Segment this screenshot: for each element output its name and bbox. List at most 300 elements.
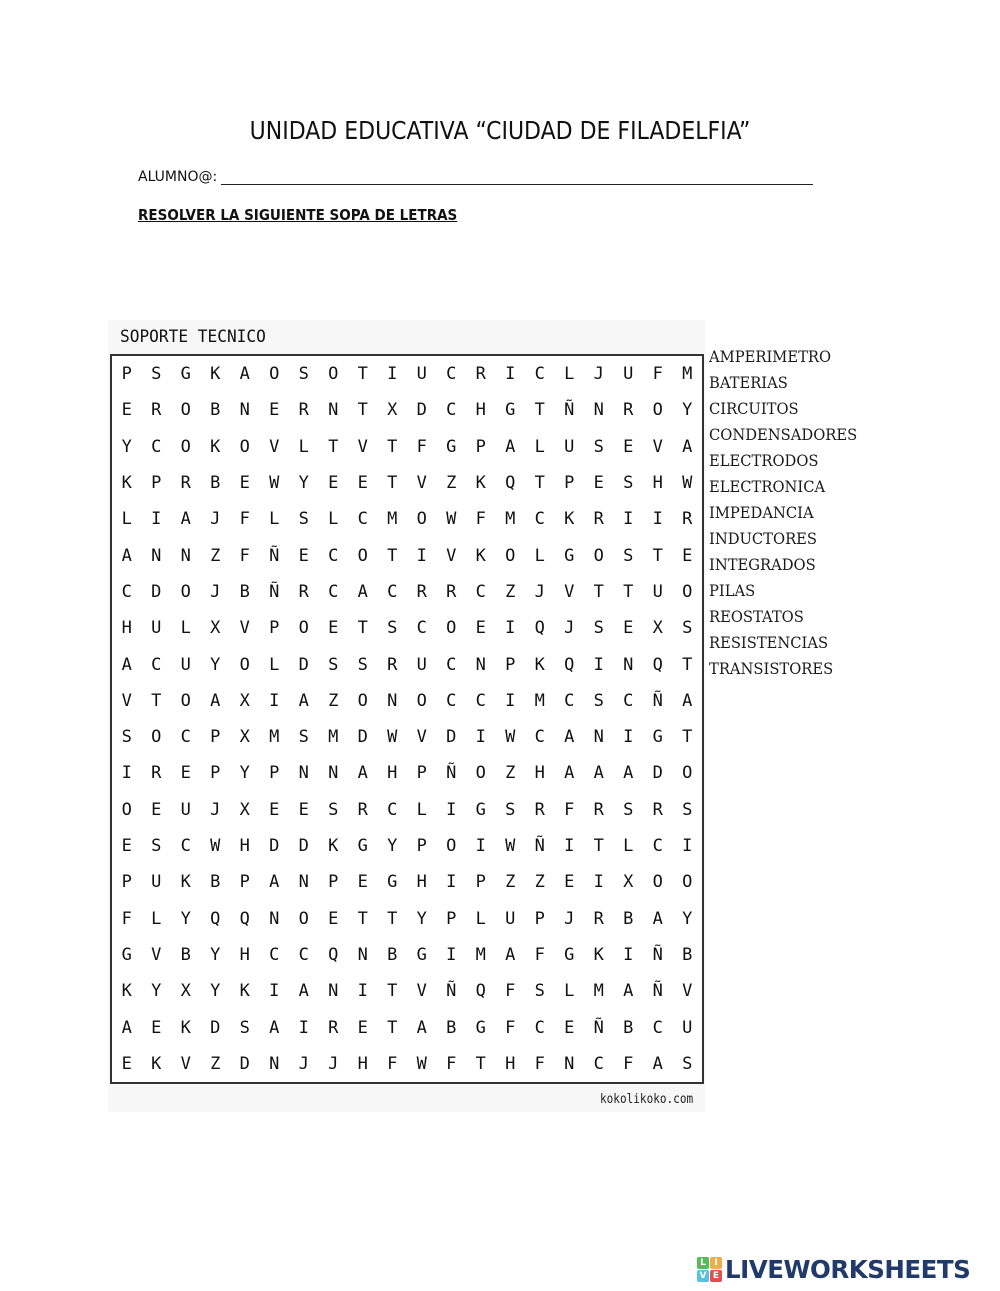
grid-cell[interactable]: K xyxy=(180,872,191,893)
grid-cell[interactable]: U xyxy=(416,654,427,675)
grid-cell[interactable]: S xyxy=(239,1017,250,1038)
grid-cell[interactable]: V xyxy=(121,690,132,711)
grid-cell[interactable]: Ñ xyxy=(446,763,457,784)
grid-cell[interactable]: I xyxy=(446,872,457,893)
grid-cell[interactable]: O xyxy=(239,436,250,457)
grid-cell[interactable]: C xyxy=(623,690,634,711)
grid-cell[interactable]: C xyxy=(151,654,162,675)
grid-cell[interactable]: G xyxy=(564,944,575,965)
grid-cell[interactable]: E xyxy=(328,908,339,929)
grid-cell[interactable]: O xyxy=(180,690,191,711)
grid-cell[interactable]: P xyxy=(151,473,162,494)
grid-cell[interactable]: O xyxy=(121,799,132,820)
grid-cell[interactable]: A xyxy=(357,763,368,784)
grid-cell[interactable]: L xyxy=(416,799,427,820)
grid-cell[interactable]: G xyxy=(564,545,575,566)
grid-cell[interactable]: S xyxy=(298,509,309,530)
grid-cell[interactable]: K xyxy=(151,1053,162,1074)
grid-cell[interactable]: L xyxy=(564,981,575,1002)
grid-cell[interactable]: N xyxy=(328,981,339,1002)
grid-cell[interactable]: L xyxy=(269,509,280,530)
grid-cell[interactable]: G xyxy=(180,364,191,385)
grid-cell[interactable]: A xyxy=(121,545,132,566)
grid-cell[interactable]: V xyxy=(239,618,250,639)
grid-cell[interactable]: L xyxy=(328,509,339,530)
grid-cell[interactable]: Q xyxy=(328,944,339,965)
grid-cell[interactable]: O xyxy=(357,545,368,566)
grid-cell[interactable]: D xyxy=(269,836,280,857)
grid-cell[interactable]: E xyxy=(357,872,368,893)
grid-cell[interactable]: B xyxy=(210,400,221,421)
grid-cell[interactable]: W xyxy=(505,836,516,857)
grid-cell[interactable]: A xyxy=(298,690,309,711)
grid-cell[interactable]: I xyxy=(593,872,604,893)
grid-cell[interactable]: O xyxy=(652,400,663,421)
grid-cell[interactable]: Z xyxy=(505,581,516,602)
grid-cell[interactable]: G xyxy=(416,944,427,965)
grid-cell[interactable]: O xyxy=(269,364,280,385)
grid-cell[interactable]: I xyxy=(446,944,457,965)
grid-cell[interactable]: R xyxy=(298,400,309,421)
grid-cell[interactable]: G xyxy=(446,436,457,457)
grid-cell[interactable]: N xyxy=(269,908,280,929)
grid-cell[interactable]: U xyxy=(151,618,162,639)
grid-cell[interactable]: P xyxy=(269,763,280,784)
grid-cell[interactable]: H xyxy=(387,763,398,784)
grid-cell[interactable]: A xyxy=(623,981,634,1002)
grid-cell[interactable]: K xyxy=(239,981,250,1002)
grid-cell[interactable]: F xyxy=(446,1053,457,1074)
grid-cell[interactable]: A xyxy=(505,436,516,457)
grid-cell[interactable]: T xyxy=(151,690,162,711)
grid-cell[interactable]: T xyxy=(387,981,398,1002)
grid-cell[interactable]: S xyxy=(623,473,634,494)
grid-cell[interactable]: N xyxy=(564,1053,575,1074)
grid-cell[interactable]: O xyxy=(416,509,427,530)
grid-cell[interactable]: L xyxy=(121,509,132,530)
grid-cell[interactable]: R xyxy=(416,581,427,602)
grid-cell[interactable]: A xyxy=(210,690,221,711)
grid-cell[interactable]: A xyxy=(180,509,191,530)
grid-cell[interactable]: Q xyxy=(534,618,545,639)
grid-cell[interactable]: I xyxy=(298,1017,309,1038)
grid-cell[interactable]: U xyxy=(180,799,191,820)
grid-cell[interactable]: E xyxy=(121,400,132,421)
grid-cell[interactable]: C xyxy=(534,509,545,530)
grid-cell[interactable]: X xyxy=(239,690,250,711)
grid-cell[interactable]: X xyxy=(180,981,191,1002)
grid-cell[interactable]: F xyxy=(239,509,250,530)
grid-cell[interactable]: P xyxy=(210,727,221,748)
grid-cell[interactable]: W xyxy=(416,1053,427,1074)
grid-cell[interactable]: T xyxy=(534,400,545,421)
grid-cell[interactable]: B xyxy=(623,908,634,929)
grid-cell[interactable]: A xyxy=(564,763,575,784)
grid-cell[interactable]: W xyxy=(446,509,457,530)
grid-cell[interactable]: J xyxy=(210,509,221,530)
grid-cell[interactable]: Q xyxy=(239,908,250,929)
grid-cell[interactable]: S xyxy=(623,545,634,566)
grid-cell[interactable]: N xyxy=(357,944,368,965)
grid-cell[interactable]: E xyxy=(682,545,693,566)
grid-cell[interactable]: Ñ xyxy=(534,836,545,857)
grid-cell[interactable]: I xyxy=(151,509,162,530)
grid-cell[interactable]: M xyxy=(475,944,486,965)
grid-cell[interactable]: C xyxy=(357,509,368,530)
grid-cell[interactable]: U xyxy=(682,1017,693,1038)
grid-cell[interactable]: X xyxy=(210,618,221,639)
grid-cell[interactable]: C xyxy=(180,836,191,857)
grid-cell[interactable]: X xyxy=(652,618,663,639)
grid-cell[interactable]: Ñ xyxy=(446,981,457,1002)
grid-cell[interactable]: S xyxy=(682,799,693,820)
grid-cell[interactable]: I xyxy=(505,618,516,639)
grid-cell[interactable]: R xyxy=(475,364,486,385)
grid-cell[interactable]: T xyxy=(357,908,368,929)
grid-cell[interactable]: R xyxy=(534,799,545,820)
grid-cell[interactable]: T xyxy=(682,654,693,675)
grid-cell[interactable]: O xyxy=(446,618,457,639)
grid-cell[interactable]: I xyxy=(446,799,457,820)
grid-cell[interactable]: J xyxy=(564,908,575,929)
grid-cell[interactable]: Y xyxy=(298,473,309,494)
grid-cell[interactable]: F xyxy=(239,545,250,566)
student-name-line[interactable] xyxy=(221,170,813,185)
grid-cell[interactable]: Z xyxy=(210,545,221,566)
grid-cell[interactable]: I xyxy=(505,364,516,385)
grid-cell[interactable]: J xyxy=(534,581,545,602)
grid-cell[interactable]: S xyxy=(328,799,339,820)
grid-cell[interactable]: C xyxy=(446,364,457,385)
grid-cell[interactable]: V xyxy=(151,944,162,965)
grid-cell[interactable]: B xyxy=(682,944,693,965)
grid-cell[interactable]: A xyxy=(652,1053,663,1074)
grid-cell[interactable]: E xyxy=(623,436,634,457)
grid-cell[interactable]: O xyxy=(357,690,368,711)
grid-cell[interactable]: I xyxy=(564,836,575,857)
grid-cell[interactable]: I xyxy=(623,727,634,748)
grid-cell[interactable]: E xyxy=(328,618,339,639)
grid-cell[interactable]: F xyxy=(534,944,545,965)
grid-cell[interactable]: Z xyxy=(210,1053,221,1074)
grid-cell[interactable]: T xyxy=(534,473,545,494)
grid-cell[interactable]: L xyxy=(298,436,309,457)
grid-cell[interactable]: G xyxy=(505,400,516,421)
grid-cell[interactable]: C xyxy=(328,545,339,566)
grid-cell[interactable]: G xyxy=(387,872,398,893)
grid-cell[interactable]: Z xyxy=(328,690,339,711)
grid-cell[interactable]: P xyxy=(416,836,427,857)
grid-cell[interactable]: E xyxy=(475,618,486,639)
grid-cell[interactable]: P xyxy=(564,473,575,494)
grid-cell[interactable]: Ñ xyxy=(652,690,663,711)
grid-cell[interactable]: E xyxy=(239,473,250,494)
grid-cell[interactable]: K xyxy=(475,473,486,494)
grid-cell[interactable]: T xyxy=(475,1053,486,1074)
grid-cell[interactable]: W xyxy=(210,836,221,857)
grid-cell[interactable]: A xyxy=(593,763,604,784)
grid-cell[interactable]: G xyxy=(121,944,132,965)
grid-cell[interactable]: Y xyxy=(210,654,221,675)
grid-cell[interactable]: A xyxy=(269,872,280,893)
grid-cell[interactable]: F xyxy=(652,364,663,385)
grid-cell[interactable]: K xyxy=(210,436,221,457)
grid-cell[interactable]: K xyxy=(121,981,132,1002)
grid-cell[interactable]: E xyxy=(151,1017,162,1038)
grid-cell[interactable]: V xyxy=(652,436,663,457)
grid-cell[interactable]: O xyxy=(682,872,693,893)
grid-cell[interactable]: V xyxy=(682,981,693,1002)
grid-cell[interactable]: D xyxy=(298,836,309,857)
grid-cell[interactable]: L xyxy=(534,436,545,457)
grid-cell[interactable]: A xyxy=(416,1017,427,1038)
grid-cell[interactable]: P xyxy=(121,364,132,385)
grid-cell[interactable]: O xyxy=(505,545,516,566)
grid-cell[interactable]: Ñ xyxy=(269,581,280,602)
grid-cell[interactable]: Y xyxy=(180,908,191,929)
grid-cell[interactable]: G xyxy=(475,799,486,820)
grid-cell[interactable]: Z xyxy=(534,872,545,893)
grid-cell[interactable]: P xyxy=(534,908,545,929)
grid-cell[interactable]: D xyxy=(151,581,162,602)
grid-cell[interactable]: B xyxy=(239,581,250,602)
grid-cell[interactable]: I xyxy=(475,727,486,748)
grid-cell[interactable]: N xyxy=(269,1053,280,1074)
grid-cell[interactable]: J xyxy=(593,364,604,385)
grid-cell[interactable]: R xyxy=(328,1017,339,1038)
grid-cell[interactable]: C xyxy=(180,727,191,748)
grid-cell[interactable]: I xyxy=(357,981,368,1002)
grid-cell[interactable]: O xyxy=(151,727,162,748)
grid-cell[interactable]: C xyxy=(151,436,162,457)
grid-cell[interactable]: S xyxy=(298,727,309,748)
grid-cell[interactable]: D xyxy=(239,1053,250,1074)
grid-cell[interactable]: O xyxy=(239,654,250,675)
grid-cell[interactable]: H xyxy=(505,1053,516,1074)
grid-cell[interactable]: B xyxy=(210,473,221,494)
grid-cell[interactable]: C xyxy=(534,364,545,385)
grid-cell[interactable]: L xyxy=(151,908,162,929)
grid-cell[interactable]: Q xyxy=(505,473,516,494)
grid-cell[interactable]: W xyxy=(505,727,516,748)
grid-cell[interactable]: H xyxy=(534,763,545,784)
grid-cell[interactable]: N xyxy=(387,690,398,711)
grid-cell[interactable]: O xyxy=(298,908,309,929)
grid-cell[interactable]: P xyxy=(416,763,427,784)
grid-cell[interactable]: I xyxy=(505,690,516,711)
grid-cell[interactable]: T xyxy=(387,545,398,566)
grid-cell[interactable]: Y xyxy=(210,981,221,1002)
grid-cell[interactable]: J xyxy=(210,799,221,820)
grid-cell[interactable]: W xyxy=(682,473,693,494)
grid-cell[interactable]: Ñ xyxy=(652,944,663,965)
grid-cell[interactable]: H xyxy=(475,400,486,421)
grid-cell[interactable]: H xyxy=(239,836,250,857)
grid-cell[interactable]: R xyxy=(593,799,604,820)
grid-cell[interactable]: H xyxy=(357,1053,368,1074)
grid-cell[interactable]: M xyxy=(534,690,545,711)
grid-cell[interactable]: I xyxy=(416,545,427,566)
grid-cell[interactable]: T xyxy=(387,436,398,457)
grid-cell[interactable]: V xyxy=(446,545,457,566)
grid-cell[interactable]: U xyxy=(416,364,427,385)
grid-cell[interactable]: K xyxy=(564,509,575,530)
grid-cell[interactable]: Y xyxy=(416,908,427,929)
grid-cell[interactable]: D xyxy=(416,400,427,421)
grid-cell[interactable]: C xyxy=(534,727,545,748)
grid-cell[interactable]: I xyxy=(682,836,693,857)
grid-cell[interactable]: N xyxy=(475,654,486,675)
grid-cell[interactable]: Z xyxy=(446,473,457,494)
grid-cell[interactable]: D xyxy=(298,654,309,675)
grid-cell[interactable]: V xyxy=(180,1053,191,1074)
grid-cell[interactable]: S xyxy=(328,654,339,675)
grid-cell[interactable]: P xyxy=(328,872,339,893)
grid-cell[interactable]: A xyxy=(239,364,250,385)
grid-cell[interactable]: E xyxy=(121,836,132,857)
grid-cell[interactable]: N xyxy=(180,545,191,566)
grid-cell[interactable]: T xyxy=(387,473,398,494)
grid-cell[interactable]: F xyxy=(534,1053,545,1074)
grid-cell[interactable]: R xyxy=(623,400,634,421)
grid-cell[interactable]: C xyxy=(446,690,457,711)
grid-cell[interactable]: E xyxy=(593,473,604,494)
grid-cell[interactable]: A xyxy=(682,690,693,711)
grid-cell[interactable]: O xyxy=(682,581,693,602)
grid-cell[interactable]: K xyxy=(328,836,339,857)
grid-cell[interactable]: E xyxy=(564,1017,575,1038)
grid-cell[interactable]: P xyxy=(239,872,250,893)
grid-cell[interactable]: U xyxy=(623,364,634,385)
grid-cell[interactable]: T xyxy=(652,545,663,566)
grid-cell[interactable]: P xyxy=(475,872,486,893)
grid-cell[interactable]: D xyxy=(210,1017,221,1038)
grid-cell[interactable]: W xyxy=(269,473,280,494)
grid-cell[interactable]: T xyxy=(623,581,634,602)
grid-cell[interactable]: A xyxy=(269,1017,280,1038)
grid-cell[interactable]: J xyxy=(564,618,575,639)
grid-cell[interactable]: C xyxy=(593,1053,604,1074)
grid-cell[interactable]: Q xyxy=(564,654,575,675)
grid-cell[interactable]: N xyxy=(298,763,309,784)
grid-cell[interactable]: A xyxy=(623,763,634,784)
grid-cell[interactable]: Y xyxy=(682,400,693,421)
grid-cell[interactable]: C xyxy=(121,581,132,602)
grid-cell[interactable]: S xyxy=(151,836,162,857)
grid-cell[interactable]: C xyxy=(652,836,663,857)
grid-cell[interactable]: X xyxy=(623,872,634,893)
grid-cell[interactable]: M xyxy=(505,509,516,530)
grid-cell[interactable]: Ñ xyxy=(593,1017,604,1038)
grid-cell[interactable]: X xyxy=(387,400,398,421)
grid-cell[interactable]: A xyxy=(682,436,693,457)
grid-cell[interactable]: U xyxy=(505,908,516,929)
grid-cell[interactable]: C xyxy=(269,944,280,965)
grid-cell[interactable]: H xyxy=(239,944,250,965)
grid-cell[interactable]: Ñ xyxy=(652,981,663,1002)
grid-cell[interactable]: O xyxy=(652,872,663,893)
grid-cell[interactable]: K xyxy=(180,1017,191,1038)
grid-cell[interactable]: M xyxy=(328,727,339,748)
grid-cell[interactable]: T xyxy=(357,618,368,639)
grid-cell[interactable]: M xyxy=(269,727,280,748)
grid-cell[interactable]: C xyxy=(416,618,427,639)
grid-cell[interactable]: I xyxy=(623,944,634,965)
grid-cell[interactable]: J xyxy=(210,581,221,602)
grid-cell[interactable]: F xyxy=(505,1017,516,1038)
grid-cell[interactable]: L xyxy=(269,654,280,675)
grid-cell[interactable]: C xyxy=(534,1017,545,1038)
grid-cell[interactable]: U xyxy=(564,436,575,457)
grid-cell[interactable]: E xyxy=(121,1053,132,1074)
grid-cell[interactable]: Y xyxy=(151,981,162,1002)
grid-cell[interactable]: A xyxy=(298,981,309,1002)
grid-cell[interactable]: F xyxy=(623,1053,634,1074)
grid-cell[interactable]: C xyxy=(564,690,575,711)
grid-cell[interactable]: Y xyxy=(682,908,693,929)
grid-cell[interactable]: T xyxy=(357,364,368,385)
grid-cell[interactable]: K xyxy=(593,944,604,965)
grid-cell[interactable]: G xyxy=(357,836,368,857)
grid-cell[interactable]: B xyxy=(180,944,191,965)
grid-cell[interactable]: S xyxy=(682,618,693,639)
grid-cell[interactable]: V xyxy=(357,436,368,457)
grid-cell[interactable]: P xyxy=(475,436,486,457)
grid-cell[interactable]: S xyxy=(387,618,398,639)
grid-cell[interactable]: Q xyxy=(210,908,221,929)
grid-cell[interactable]: Z xyxy=(505,763,516,784)
grid-cell[interactable]: F xyxy=(475,509,486,530)
grid-cell[interactable]: T xyxy=(682,727,693,748)
grid-cell[interactable]: R xyxy=(151,763,162,784)
grid-cell[interactable]: S xyxy=(357,654,368,675)
grid-cell[interactable]: P xyxy=(210,763,221,784)
grid-cell[interactable]: Y xyxy=(387,836,398,857)
grid-cell[interactable]: S xyxy=(505,799,516,820)
grid-cell[interactable]: A xyxy=(564,727,575,748)
grid-cell[interactable]: D xyxy=(652,763,663,784)
grid-cell[interactable]: Y xyxy=(210,944,221,965)
grid-cell[interactable]: K xyxy=(534,654,545,675)
grid-cell[interactable]: L xyxy=(623,836,634,857)
grid-cell[interactable]: B xyxy=(210,872,221,893)
grid-cell[interactable]: B xyxy=(446,1017,457,1038)
grid-cell[interactable]: E xyxy=(623,618,634,639)
grid-cell[interactable]: V xyxy=(564,581,575,602)
grid-cell[interactable]: R xyxy=(387,654,398,675)
grid-cell[interactable]: X xyxy=(239,799,250,820)
grid-cell[interactable]: G xyxy=(475,1017,486,1038)
grid-cell[interactable]: O xyxy=(298,618,309,639)
grid-cell[interactable]: A xyxy=(121,654,132,675)
grid-cell[interactable]: V xyxy=(416,727,427,748)
grid-cell[interactable]: Y xyxy=(121,436,132,457)
grid-cell[interactable]: C xyxy=(387,581,398,602)
grid-cell[interactable]: A xyxy=(357,581,368,602)
grid-cell[interactable]: I xyxy=(269,981,280,1002)
grid-cell[interactable]: B xyxy=(623,1017,634,1038)
grid-cell[interactable]: Z xyxy=(505,872,516,893)
grid-cell[interactable]: M xyxy=(387,509,398,530)
grid-cell[interactable]: R xyxy=(593,509,604,530)
grid-cell[interactable]: S xyxy=(593,690,604,711)
grid-cell[interactable]: C xyxy=(298,944,309,965)
grid-cell[interactable]: E xyxy=(269,400,280,421)
grid-cell[interactable]: N xyxy=(328,763,339,784)
grid-cell[interactable]: O xyxy=(180,581,191,602)
grid-cell[interactable]: N xyxy=(298,872,309,893)
grid-cell[interactable]: N xyxy=(151,545,162,566)
